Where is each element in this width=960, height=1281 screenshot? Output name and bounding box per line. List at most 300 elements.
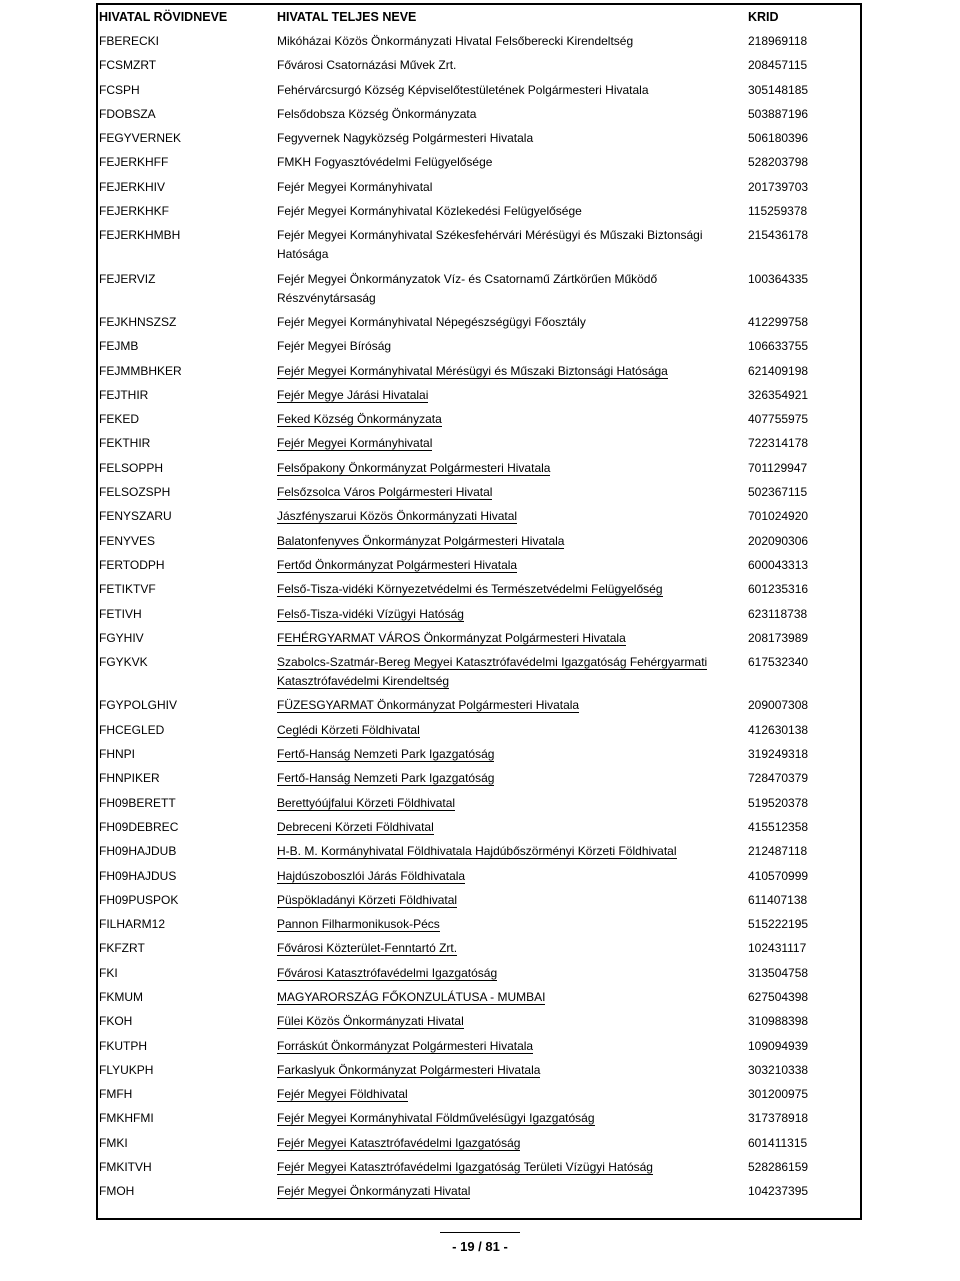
cell-krid-text: 601411315 [748, 1135, 808, 1150]
cell-short-name [98, 1106, 276, 1130]
cell-short-name [98, 199, 276, 223]
cell-short-name [98, 310, 276, 334]
cell-full-name [276, 529, 747, 553]
cell-full-name-text: Fejér Megyei Bíróság [277, 339, 392, 354]
cell-krid [747, 1106, 860, 1130]
table-header-row [98, 5, 860, 29]
cell-krid-text: 528286159 [748, 1160, 809, 1175]
cell-short-name [98, 985, 276, 1009]
cell-short-name-text: FCSPH [99, 82, 140, 97]
cell-short-name [98, 839, 276, 863]
cell-krid [747, 1179, 860, 1203]
cell-full-name-text: Felsőzsolca Város Polgármesteri Hivatal [277, 485, 493, 500]
cell-full-name [276, 1058, 747, 1082]
cell-full-name-text: H-B. M. Kormányhivatal Földhivatala Hajdúbőszörményi Körzeti Földhivatal [277, 844, 677, 859]
cell-krid-text: 506180396 [748, 131, 809, 146]
table-row [98, 1155, 860, 1179]
cell-krid [747, 626, 860, 650]
cell-full-name [276, 126, 747, 150]
cell-full-name-text: FMKH Fogyasztóvédelmi Felügyelősége [277, 155, 493, 170]
table-row [98, 504, 860, 528]
cell-full-name [276, 766, 747, 790]
cell-full-name-text: Fejér Megye Járási Hivatalai [277, 387, 429, 402]
cell-krid [747, 53, 860, 77]
cell-short-name [98, 29, 276, 53]
cell-full-name [276, 383, 747, 407]
table-row [98, 78, 860, 102]
cell-krid [747, 718, 860, 742]
table-row [98, 267, 860, 310]
cell-full-name [276, 864, 747, 888]
cell-short-name-text: FEJTHIR [99, 387, 149, 402]
table-row [98, 815, 860, 839]
table-row [98, 334, 860, 358]
table-row [98, 53, 860, 77]
cell-krid [747, 1058, 860, 1082]
table-row [98, 626, 860, 650]
cell-short-name-text: FEJERVIZ [99, 271, 156, 286]
cell-short-name [98, 359, 276, 383]
cell-full-name-text: Jászfényszarui Közös Önkormányzati Hivatal [277, 509, 518, 524]
cell-short-name-text: FH09BERETT [99, 795, 176, 810]
cell-krid-text: 528203798 [748, 155, 809, 170]
cell-krid-text: 722314178 [748, 436, 809, 451]
cell-full-name [276, 815, 747, 839]
cell-full-name-text: Feked Község Önkormányzata [277, 412, 442, 427]
cell-krid-text: 601235316 [748, 582, 809, 597]
cell-krid-text: 415512358 [748, 819, 809, 834]
cell-krid-text: 109094939 [748, 1038, 809, 1053]
cell-krid [747, 150, 860, 174]
table-row [98, 359, 860, 383]
cell-full-name [276, 334, 747, 358]
cell-short-name-text: FMKITVH [99, 1160, 152, 1175]
table-row [98, 407, 860, 431]
cell-short-name-text: FEJKHNSZSZ [99, 314, 177, 329]
cell-krid-text: 115259378 [748, 204, 808, 219]
cell-short-name-text: FDOBSZA [99, 106, 156, 121]
cell-short-name [98, 602, 276, 626]
cell-krid-text: 209007308 [748, 698, 809, 713]
table-row [98, 1009, 860, 1033]
cell-krid [747, 456, 860, 480]
cell-full-name [276, 1106, 747, 1130]
cell-short-name [98, 888, 276, 912]
cell-full-name-text: Fejér Megyei Földhivatal [277, 1087, 408, 1102]
cell-full-name-text: Fővárosi Katasztrófavédelmi Igazgatóság [277, 965, 498, 980]
cell-short-name-text: FEKED [99, 412, 140, 427]
cell-short-name-text: FH09PUSPOK [99, 892, 179, 907]
cell-full-name [276, 936, 747, 960]
cell-short-name [98, 431, 276, 455]
cell-krid [747, 1131, 860, 1155]
table-row [98, 456, 860, 480]
cell-krid [747, 334, 860, 358]
cell-krid [747, 1155, 860, 1179]
cell-krid-text: 106633755 [748, 339, 809, 354]
cell-full-name [276, 693, 747, 717]
cell-short-name-text: FENYVES [99, 533, 156, 548]
cell-short-name-text: FH09DEBREC [99, 819, 179, 834]
cell-full-name-text: Fejér Megyei Kormányhivatal [277, 179, 433, 194]
cell-short-name [98, 1179, 276, 1203]
cell-full-name-text: Pannon Filharmonikusok-Pécs [277, 917, 440, 932]
table-row [98, 718, 860, 742]
cell-short-name-text: FKMUM [99, 989, 143, 1004]
cell-short-name-text: FENYSZARU [99, 509, 172, 524]
cell-short-name [98, 718, 276, 742]
cell-full-name [276, 577, 747, 601]
table-row [98, 1131, 860, 1155]
table-row [98, 985, 860, 1009]
cell-full-name [276, 985, 747, 1009]
cell-short-name-text: FMKI [99, 1135, 128, 1150]
cell-full-name-text: Fejér Megyei Önkormányzati Hivatal [277, 1184, 471, 1199]
cell-krid-text: 407755975 [748, 412, 809, 427]
cell-short-name-text: FH09HAJDUS [99, 868, 177, 883]
table-row [98, 577, 860, 601]
cell-full-name [276, 456, 747, 480]
cell-short-name [98, 864, 276, 888]
cell-short-name-text: FEJERKHMBH [99, 228, 181, 243]
cell-full-name [276, 791, 747, 815]
table-row [98, 742, 860, 766]
cell-full-name [276, 310, 747, 334]
cell-short-name [98, 553, 276, 577]
cell-krid-text: 728470379 [748, 771, 809, 786]
table-row [98, 102, 860, 126]
cell-short-name-text: FERTODPH [99, 557, 165, 572]
cell-krid [747, 102, 860, 126]
cell-short-name-text: FCSMZRT [99, 58, 157, 73]
cell-full-name-text: Fehérvárcsurgó Község Képviselőtestületének Polgármesteri Hivatala [277, 82, 649, 97]
table-row [98, 383, 860, 407]
cell-krid-text: 623118738 [748, 606, 808, 621]
cell-short-name-text: FETIVH [99, 606, 142, 621]
cell-full-name-text: Fejér Megyei Kormányhivatal Közlekedési Felügyelősége [277, 204, 582, 219]
cell-full-name [276, 626, 747, 650]
cell-krid [747, 864, 860, 888]
cell-short-name [98, 1034, 276, 1058]
table-row [98, 864, 860, 888]
cell-short-name-text: FEKTHIR [99, 436, 151, 451]
cell-short-name [98, 936, 276, 960]
header-full-name: HIVATAL TELJES NEVE [277, 10, 417, 24]
cell-short-name-text: FH09HAJDUB [99, 844, 177, 859]
cell-full-name [276, 602, 747, 626]
cell-krid-text: 212487118 [748, 844, 808, 859]
table-row [98, 1058, 860, 1082]
table-row [98, 29, 860, 53]
table-row [98, 1106, 860, 1130]
cell-full-name-text: Farkaslyuk Önkormányzat Polgármesteri Hivatala [277, 1062, 541, 1077]
table-row [98, 529, 860, 553]
cell-krid-text: 503887196 [748, 106, 809, 121]
cell-short-name [98, 504, 276, 528]
cell-full-name [276, 150, 747, 174]
cell-short-name-text: FELSOPPH [99, 460, 164, 475]
cell-short-name [98, 480, 276, 504]
cell-krid [747, 815, 860, 839]
cell-krid [747, 650, 860, 693]
cell-krid [747, 693, 860, 717]
cell-krid-text: 208173989 [748, 630, 809, 645]
cell-full-name-text: Fejér Megyei Kormányhivatal [277, 436, 433, 451]
table-row [98, 1034, 860, 1058]
cell-full-name-text: Fegyvernek Nagyközség Polgármesteri Hivatala [277, 131, 534, 146]
cell-short-name-text: FEJERKHKF [99, 204, 170, 219]
cell-short-name [98, 102, 276, 126]
cell-full-name-text: Fejér Megyei Kormányhivatal Földművelésügyi Igazgatóság [277, 1111, 595, 1126]
cell-full-name [276, 504, 747, 528]
cell-krid [747, 888, 860, 912]
cell-short-name [98, 150, 276, 174]
cell-full-name [276, 78, 747, 102]
cell-krid-text: 301200975 [748, 1087, 809, 1102]
cell-full-name-text: Fertő-Hanság Nemzeti Park Igazgatóság [277, 771, 495, 786]
cell-krid [747, 577, 860, 601]
cell-full-name-text: Püspökladányi Körzeti Földhivatal [277, 892, 458, 907]
cell-full-name-text: Berettyóújfalui Körzeti Földhivatal [277, 795, 456, 810]
cell-full-name [276, 267, 747, 310]
cell-krid [747, 1009, 860, 1033]
cell-short-name-text: FKOH [99, 1014, 133, 1029]
cell-short-name [98, 912, 276, 936]
cell-full-name-text: Fertő-Hanság Nemzeti Park Igazgatóság [277, 747, 495, 762]
cell-short-name [98, 407, 276, 431]
cell-krid [747, 1082, 860, 1106]
cell-short-name-text: FMFH [99, 1087, 133, 1102]
cell-full-name [276, 199, 747, 223]
cell-krid-text: 215436178 [748, 228, 809, 243]
cell-full-name-text: Fejér Megyei Önkormányzatok Víz- és Csatornamű Zártkörűen Működő Részvénytársaság [277, 271, 658, 305]
cell-full-name [276, 1155, 747, 1179]
cell-krid-text: 701129947 [748, 460, 808, 475]
cell-short-name [98, 650, 276, 693]
table-row [98, 888, 860, 912]
cell-full-name-text: Fülei Közös Önkormányzati Hivatal [277, 1014, 464, 1029]
cell-full-name-text: Hajdúszoboszlói Járás Földhivatala [277, 868, 466, 883]
cell-short-name [98, 78, 276, 102]
table-row [98, 1082, 860, 1106]
document-frame [96, 3, 862, 1220]
cell-krid [747, 431, 860, 455]
cell-krid [747, 936, 860, 960]
cell-krid-text: 515222195 [748, 917, 809, 932]
table-row [98, 175, 860, 199]
cell-short-name-text: FGYKVK [99, 655, 148, 670]
cell-full-name-text: Fejér Megyei Katasztrófavédelmi Igazgatóság [277, 1135, 521, 1150]
cell-full-name-text: MAGYARORSZÁG FŐKONZULÁTUSA - MUMBAI [277, 989, 546, 1004]
cell-krid-text: 202090306 [748, 533, 809, 548]
cell-short-name [98, 126, 276, 150]
table-row [98, 791, 860, 815]
cell-krid [747, 126, 860, 150]
cell-krid-text: 519520378 [748, 795, 809, 810]
cell-full-name [276, 912, 747, 936]
cell-krid-text: 313504758 [748, 965, 809, 980]
cell-short-name [98, 1082, 276, 1106]
cell-krid-text: 701024920 [748, 509, 809, 524]
table-row [98, 150, 860, 174]
cell-full-name [276, 650, 747, 693]
cell-short-name-text: FHNPI [99, 747, 135, 762]
cell-full-name [276, 553, 747, 577]
cell-krid [747, 29, 860, 53]
cell-short-name-text: FELSOZSPH [99, 485, 171, 500]
cell-full-name [276, 1131, 747, 1155]
cell-full-name [276, 407, 747, 431]
page-number: - 19 / 81 - [452, 1239, 508, 1254]
cell-short-name [98, 529, 276, 553]
cell-full-name-text: Mikóházai Közös Önkormányzati Hivatal Felsőberecki Kirendeltség [277, 34, 634, 48]
cell-krid [747, 175, 860, 199]
cell-short-name-text: FILHARM12 [99, 917, 166, 932]
cell-krid-text: 412630138 [748, 722, 809, 737]
table-row [98, 912, 860, 936]
cell-full-name-text: Balatonfenyves Önkormányzat Polgármesteri Hivatala [277, 533, 565, 548]
cell-krid-text: 310988398 [748, 1014, 809, 1029]
table-row [98, 602, 860, 626]
cell-krid [747, 267, 860, 310]
cell-short-name-text: FGYHIV [99, 630, 144, 645]
cell-short-name [98, 267, 276, 310]
cell-krid-text: 104237395 [748, 1184, 809, 1199]
cell-krid-text: 412299758 [748, 314, 809, 329]
cell-krid-text: 218969118 [748, 34, 808, 48]
cell-full-name-text: Fejér Megyei Kormányhivatal Mérésügyi és Műszaki Biztonsági Hatósága [277, 363, 668, 378]
cell-krid [747, 529, 860, 553]
cell-full-name-text: Fejér Megyei Kormányhivatal Népegészségügyi Főosztály [277, 314, 586, 329]
cell-full-name [276, 102, 747, 126]
cell-full-name [276, 961, 747, 985]
cell-full-name [276, 431, 747, 455]
cell-short-name-text: FEJERKHIV [99, 179, 166, 194]
cell-full-name [276, 53, 747, 77]
cell-krid-text: 201739703 [748, 179, 809, 194]
table-body [98, 29, 860, 1204]
cell-full-name-text: FÜZESGYARMAT Önkormányzat Polgármesteri Hivatala [277, 698, 580, 713]
cell-short-name [98, 1131, 276, 1155]
cell-short-name-text: FGYPOLGHIV [99, 698, 178, 713]
cell-full-name-text: Felsőpakony Önkormányzat Polgármesteri Hivatala [277, 460, 551, 475]
cell-short-name [98, 456, 276, 480]
cell-krid [747, 553, 860, 577]
office-registry-table [98, 5, 860, 1204]
cell-krid [747, 791, 860, 815]
header-krid: KRID [748, 10, 779, 24]
cell-short-name-text: FEJERKHFF [99, 155, 169, 170]
cell-krid-text: 102431117 [748, 941, 807, 956]
table-row [98, 936, 860, 960]
cell-krid-text: 627504398 [748, 989, 809, 1004]
cell-full-name [276, 839, 747, 863]
cell-krid-text: 326354921 [748, 387, 809, 402]
table-row [98, 1179, 860, 1203]
cell-short-name [98, 577, 276, 601]
cell-full-name-text: Forráskút Önkormányzat Polgármesteri Hivatala [277, 1038, 534, 1053]
cell-short-name [98, 815, 276, 839]
cell-full-name-text: Felsődobsza Község Önkormányzata [277, 106, 477, 121]
cell-full-name-text: Debreceni Körzeti Földhivatal [277, 819, 434, 834]
cell-full-name [276, 718, 747, 742]
cell-krid-text: 600043313 [748, 557, 809, 572]
cell-krid-text: 502367115 [748, 485, 808, 500]
table-row [98, 839, 860, 863]
cell-full-name-text: Felső-Tisza-vidéki Vízügyi Hatóság [277, 606, 464, 621]
cell-full-name [276, 1009, 747, 1033]
table-row [98, 223, 860, 266]
cell-full-name [276, 1082, 747, 1106]
table-row [98, 766, 860, 790]
table-row [98, 431, 860, 455]
cell-full-name-text: Szabolcs-Szatmár-Bereg Megyei Katasztrófavédelmi Igazgatóság Fehérgyarmati Katasztrófavédelmi Kirendeltség [277, 655, 708, 689]
cell-full-name [276, 1034, 747, 1058]
cell-short-name [98, 961, 276, 985]
cell-short-name-text: FHCEGLED [99, 722, 165, 737]
cell-krid [747, 912, 860, 936]
cell-short-name [98, 1155, 276, 1179]
cell-krid [747, 602, 860, 626]
cell-krid [747, 1034, 860, 1058]
cell-short-name [98, 766, 276, 790]
cell-krid-text: 617532340 [748, 655, 809, 670]
cell-short-name [98, 334, 276, 358]
cell-short-name-text: FLYUKPH [99, 1062, 154, 1077]
cell-krid [747, 742, 860, 766]
cell-full-name-text: Felső-Tisza-vidéki Környezetvédelmi és Természetvédelmi Felügyelőség [277, 582, 663, 597]
cell-krid [747, 961, 860, 985]
cell-krid [747, 839, 860, 863]
table-row [98, 126, 860, 150]
cell-short-name-text: FKFZRT [99, 941, 145, 956]
cell-krid-text: 621409198 [748, 363, 809, 378]
cell-full-name [276, 742, 747, 766]
cell-krid-text: 303210338 [748, 1062, 809, 1077]
cell-krid [747, 504, 860, 528]
footer-divider [440, 1232, 520, 1233]
cell-full-name-text: Ceglédi Körzeti Földhivatal [277, 722, 420, 737]
cell-full-name [276, 1179, 747, 1203]
cell-short-name [98, 1009, 276, 1033]
cell-krid [747, 985, 860, 1009]
cell-short-name-text: FETIKTVF [99, 582, 156, 597]
cell-krid-text: 319249318 [748, 747, 809, 762]
cell-short-name-text: FEJMB [99, 339, 139, 354]
cell-short-name-text: FMOH [99, 1184, 135, 1199]
table-row [98, 650, 860, 693]
cell-krid-text: 410570999 [748, 868, 809, 883]
cell-full-name-text: Fővárosi Csatornázási Művek Zrt. [277, 58, 457, 73]
cell-short-name [98, 626, 276, 650]
cell-short-name-text: FBERECKI [99, 34, 160, 48]
cell-full-name-text: Fertőd Önkormányzat Polgármesteri Hivatala [277, 557, 518, 572]
cell-short-name [98, 175, 276, 199]
cell-full-name [276, 175, 747, 199]
cell-short-name [98, 1058, 276, 1082]
cell-krid [747, 310, 860, 334]
cell-full-name-text: Fejér Megyei Kormányhivatal Székesfehérvári Mérésügyi és Műszaki Biztonsági Hatósága [277, 228, 703, 262]
table-row [98, 693, 860, 717]
cell-full-name-text: Fejér Megyei Katasztrófavédelmi Igazgatóság Területi Vízügyi Hatóság [277, 1160, 653, 1175]
cell-short-name-text: FEGYVERNEK [99, 131, 182, 146]
header-short-name: HIVATAL RÖVIDNEVE [99, 10, 228, 24]
cell-short-name [98, 693, 276, 717]
table-row [98, 553, 860, 577]
cell-krid [747, 78, 860, 102]
cell-krid-text: 208457115 [748, 58, 808, 73]
cell-krid [747, 480, 860, 504]
